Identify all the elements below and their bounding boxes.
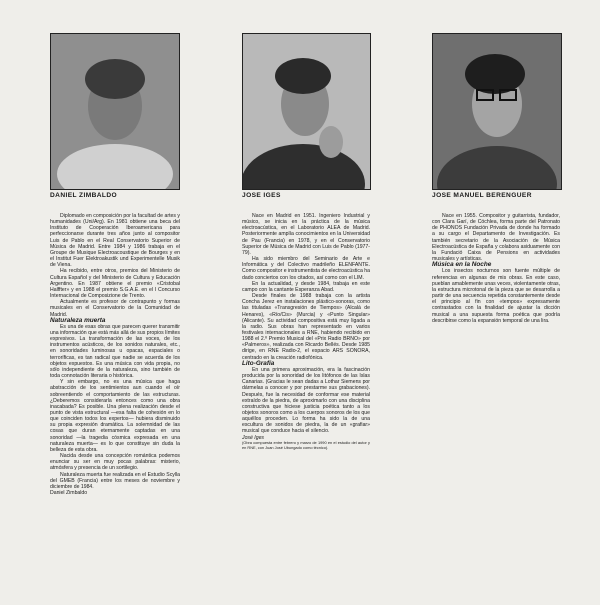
bio-paragraph: Ha recibido, entre otros, premios del Ministerio de Cultura Español y del Ministerio de Cultura y Educación Argentino. En 1987 obtiene el premio «Cristobal Halffter» y en 1988 el premio S.G.A.E. en el I Concurso Internacional de Composizione de Trento. bbox=[50, 268, 180, 300]
notes-paragraph: Es una de esas obras que parecen querer transmitir una información que está más allá de sus propios límites expresivos. La transformación de las voces, de los instrumentos acústicos, de los sonidos naturales, etc., en sonoridades luminosas u opacas, espaciales o terroríficas, es tan radical que nadie se acuerda de los objetos expuestos. Es una música con vida propia, no sólo independiente de la naturaleza, sino también de toda connotación literaria o histórica. bbox=[50, 323, 180, 380]
signature: Daniel Zimbaldo bbox=[50, 490, 88, 497]
notes-paragraph: Y sin embargo, no es una música que haga abstracción de los sentimientos aun cuando el oír sobreentiendo el comportamiento de las estructuras. ¿Deberemos considerarla entonces como una obra inacabada? Es posible. Una plena realización desde el punto de vista estructural —esa falta de cohesión en lo que coinciden todos los expertos— hubiera disminuido su propia expresión dramática. La solemnidad de las cosas que duran eternamente captadas en una sonoridad —la tragedia cósmica expresada en una naturaleza muerta— es lo que constituye sin duda la belleza de esta obra. bbox=[50, 379, 180, 453]
bio-paragraph: Diplomado en composición por la facultad de artes y humanidades (Uni/Arg). En 1981 obtiene una beca del Instituto de Cooperación Iberoamericana para perfeccionarse durante tres años junto al compositor Luis de Pablo en el Real Conservatorio Superior de Música de Madrid. Entre 1984 y 1986 trabaja en el Groupe de Musique Electroacoustique de Bourges y en el Institut Fuer Elektroakustik und Experimentelle Musik de Viena. bbox=[50, 213, 180, 269]
text-column bbox=[432, 213, 560, 324]
composer-name: JOSE IGES bbox=[242, 192, 281, 199]
bio-paragraph: En la actualidad, y desde 1984, trabaja en este campo con la cantante Esperanza Abad. bbox=[242, 280, 370, 293]
text-column bbox=[50, 213, 180, 496]
notes-paragraph: Naturaleza muerta fue realizada en el Estudio Scylla del GMEB (Francia) entre los meses de noviembre y diciembre de 1984. bbox=[50, 471, 180, 490]
bio-paragraph: Nace en Madrid en 1951. Ingeniero Industrial y músico, se inicia en la práctica de la música electroacústica, en el Laboratorio ALEA de Madrid. Posteriormente amplía conocimientos en la Universidad de Pau (Francia) en 1978, y en el Conservatorio Superior de Música de Madrid con Luis de Pablo (1977-79). bbox=[242, 213, 370, 256]
portrait-photo-iges bbox=[242, 33, 371, 190]
notes-paragraph: Nacida desde una concepción romántica podemos enunciar su ser en muy pocas palabras: misterio, atmósfera y presencia de un sortilegio. bbox=[50, 453, 180, 472]
bio-paragraph: Actualmente es profesor de contrapunto y formas musicales en el Conservatorio de la Comunidad de Madrid. bbox=[50, 299, 180, 318]
signature: José Iges bbox=[242, 434, 265, 441]
composition-note: (Obra compuesta entre febrero y marzo de 1990 en el estudio del autor y en RNE, con Juan José Ubungado como técnico). bbox=[242, 439, 370, 450]
bio-paragraph: Nace en 1955. Compositor y guitarrista, fundador, con Clara Garí, de Cóchlea, forma parte del Patronato de PHONOS Fundación Privada de donde ha formado a su cargo el Departamento de Investigación. Es también secretario de la Asociación de Música Electroacústica de España y colabora asiduamente con la Fundació Caixa de Pensions en actividades musicales y artísticas. bbox=[432, 213, 560, 263]
portrait-photo-berenguer bbox=[432, 33, 562, 190]
work-title: Música en la Noche bbox=[432, 261, 492, 269]
notes-paragraph: En una primera aproximación, era la fascinación producida por la sonoridad de los litófonos de las Islas Canarias. (Gracias le sean dadas a Lothar Siemens por dármelas a conocer y por prestarme sus grabaciones). Después, fue la necesidad de conformar ese material extraído de la piedra, de aproximarlo con una disciplina constructiva que hiciese justicia poética tanto a los objetos sonoros como a los cuerpos sonoros de los que aquéllos proceden. Lo forma ha sido la de una escultura de sonidos de piedra, la de un «grafiar» musical que conduce hacia el silencio. bbox=[242, 366, 370, 435]
bio-paragraph: Ha sido miembro del Seminario de Arte e Informática y del Colectivo madrileño ELENFANTE. Como compositor e instrumentista de electroacústica ha dado conciertos con los citados, así como con el LIM. bbox=[242, 256, 371, 281]
composer-name: DANIEL ZIMBALDO bbox=[50, 192, 118, 199]
text-column bbox=[242, 213, 370, 450]
work-title: Lito-Grafía bbox=[242, 359, 275, 367]
portrait-photo-zimbaldo bbox=[50, 33, 180, 190]
notes-paragraph: Los insectos nocturnos son fuente múltiple de referencias en algunas de mis obras. En este caso, pueblan amablemente unas veces, violentamente otras, la estructura microtonal de la pieza que se desarrolla a partir de una secuencia repetida constantemente desde el principio al fin con «tempos» expresamente contrastados con la finalidad de ajustar la dicción musical a una supuesta forma poética que podría describirse como la expansión temporal de una lira. bbox=[432, 268, 560, 324]
composer-name: JOSE MANUEL BERENGUER bbox=[432, 192, 532, 199]
bio-paragraph: Desde finales de 1988 trabaja con la artista Concha Jerez en instalaciones plástico-sonoras, como las tituladas «Transgresión de Tiempos» (Alcalá de Henares), «Río/Cis» (Murcia) y «Punto Singular» (Alicante). Su actividad compositiva está muy ligada a la radio. Sus obras han representado en varios festivales internacionales a RNE, habiendo recibido en 1988 el 2.º Premio Musical del «Prix Radio BRNO» por «Palmeros», realizada con Ricardo Bellés. Desde 1985 dirige, en RNE Radio-2, el espacio ARS SONORA, centrado en la creación radiofónica. bbox=[242, 293, 370, 361]
work-title: Naturaleza muerta bbox=[50, 316, 106, 324]
